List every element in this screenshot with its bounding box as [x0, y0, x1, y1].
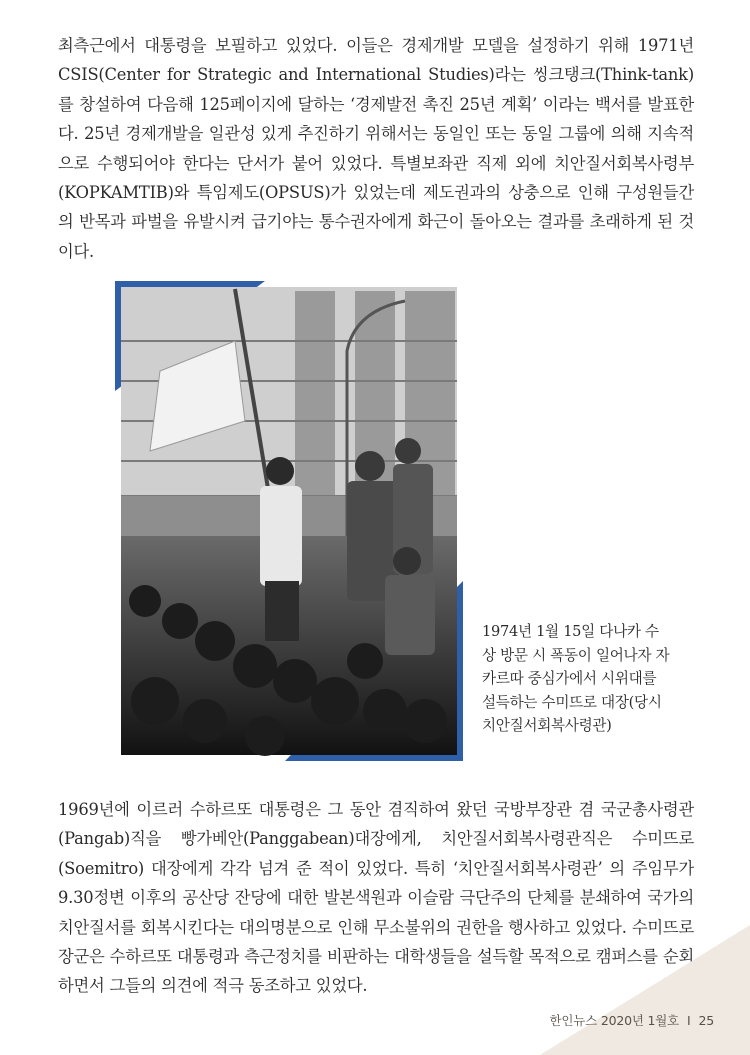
corner-decoration — [390, 925, 750, 1055]
article-photo — [115, 281, 463, 761]
photo-caption: 1974년 1월 15일 다나카 수상 방문 시 폭동이 일어나자 자카르따 중심가에서 시위대를 설득하는 수미뜨로 대장(당시 치안질서회복사령관) — [482, 623, 670, 734]
footer-separator: I — [686, 1013, 691, 1028]
body-paragraph-top: 최측근에서 대통령을 보필하고 있었다. 이들은 경제개발 모델을 설정하기 위해 1971년 CSIS(Center for Strategic and International Studies)라는 씽크탱크(Think-tank)를 창설하여 다음해 125페이지에 달하는 ‘경제발전 촉진 25년 계획’ 이라는 백서를 발표한다. 25년 경제개발을 일관성 있게 추진하기 위해서는 동일인 또는 동일 그룹에 의해 지속적으로 수행되어야 한다는 단서가 붙어 있었다. 특별보좌관 직제 외에 치안질서회복사령부(KOPKAMTIB)와 특임제도(OPSUS)가 있었는데 제도권과의 상충으로 인해 구성원들간의 반목과 파벌을 유발시켜 급기야는 통수권자에게 화근이 돌아오는 결과를 초래하게 된 것이다. — [58, 36, 694, 261]
body-paragraph-bottom: 1969년에 이르러 수하르또 대통령은 그 동안 겸직하여 왔던 국방부장관 겸 국군총사령관(Pangab)직을 빵가베안(Panggabean)대장에게, 치안질서회복사령관직은 수미뜨로(Soemitro) 대장에게 각각 넘겨 준 적이 있었다. 특히 ‘치안질서회복사령관’ 의 주임무가 9.30정변 이후의 공산당 잔당에 대한 발본색원과 이슬람 극단주의 단체를 분쇄하여 국가의 치안질서를 회복시킨다는 대의명분으로 인해 무소불위의 권한을 행사하고 있었다. 수미뜨로 장군은 수하르또 대통령과 측근정치를 비판하는 대학생들을 설득할 목적으로 캠퍼스를 순회하면서 그들의 의견에 적극 동조하고 있었다. — [58, 800, 694, 996]
publication-name: 한인뉴스 2020년 1월호 — [549, 1013, 679, 1028]
page-number: 25 — [698, 1013, 714, 1028]
page-footer — [550, 1011, 714, 1029]
